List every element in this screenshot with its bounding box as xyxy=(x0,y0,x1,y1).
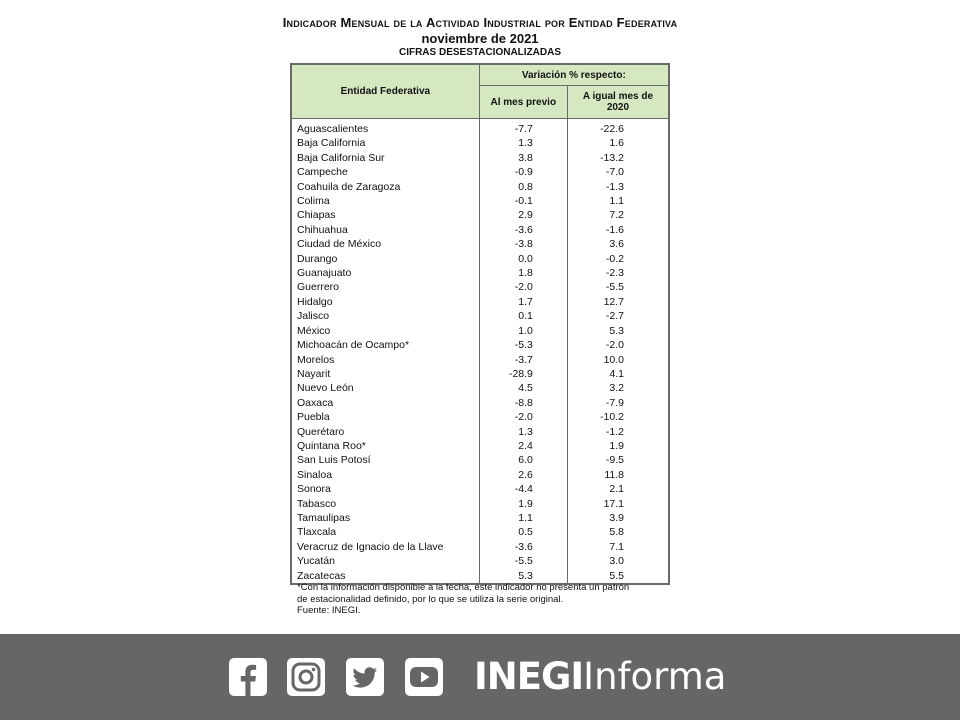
row-prev-month-value: -3.8 xyxy=(479,237,567,251)
row-entity-name: Ciudad de México xyxy=(291,237,479,251)
row-same-month-2020-value: -1.2 xyxy=(605,425,624,438)
row-prev-month-value: 1.9 xyxy=(479,497,567,511)
row-entity-name: Colima xyxy=(291,194,479,208)
table-row xyxy=(291,381,669,395)
table-row xyxy=(291,165,669,179)
period-label: noviembre de 2021 xyxy=(421,31,539,46)
row-entity-name: México xyxy=(291,324,479,338)
table-row xyxy=(291,453,669,467)
table-row xyxy=(291,309,669,323)
row-prev-month-value: -2.0 xyxy=(479,410,567,424)
table-row xyxy=(291,208,669,222)
inegi-informa-logo xyxy=(474,652,726,702)
row-prev-month-value: 5.3 xyxy=(479,569,567,584)
table-row xyxy=(291,223,669,237)
row-prev-month-value: 2.4 xyxy=(479,439,567,453)
facebook-icon[interactable] xyxy=(228,657,268,697)
brand-inegi: INEGI xyxy=(474,655,584,698)
row-same-month-2020-value: 5.8 xyxy=(609,526,624,539)
table-row xyxy=(291,252,669,266)
row-entity-name: Hidalgo xyxy=(291,295,479,309)
table-row xyxy=(291,237,669,251)
row-entity-name: Puebla xyxy=(291,410,479,424)
table-row xyxy=(291,338,669,352)
row-entity-name: Baja California Sur xyxy=(291,151,479,165)
row-entity-name: Durango xyxy=(291,252,479,266)
row-same-month-2020-value: 3.6 xyxy=(609,238,624,251)
row-entity-name: Zacatecas xyxy=(291,569,479,584)
header-entity: Entidad Federativa xyxy=(291,64,479,119)
row-same-month-2020-value: 3.2 xyxy=(609,382,624,395)
table-row xyxy=(291,425,669,439)
footer-bar xyxy=(0,634,960,720)
row-prev-month-value: 0.0 xyxy=(479,252,567,266)
row-entity-name: Yucatán xyxy=(291,554,479,568)
row-prev-month-value: 1.8 xyxy=(479,266,567,280)
row-same-month-2020-value: 7.2 xyxy=(609,209,624,222)
table-row xyxy=(291,554,669,568)
header-variation: Variación % respecto: xyxy=(479,64,669,86)
table-row xyxy=(291,324,669,338)
row-prev-month-value: -0.1 xyxy=(479,194,567,208)
row-same-month-2020-value: -1.6 xyxy=(605,223,624,236)
row-prev-month-value: 0.1 xyxy=(479,309,567,323)
row-entity-name: Querétaro xyxy=(291,425,479,439)
table-row xyxy=(291,511,669,525)
row-entity-name: Oaxaca xyxy=(291,396,479,410)
row-same-month-2020-value: -0.2 xyxy=(605,252,624,265)
table-row xyxy=(291,497,669,511)
row-prev-month-value: -5.3 xyxy=(479,338,567,352)
row-prev-month-value: 2.9 xyxy=(479,208,567,222)
row-entity-name: Coahuila de Zaragoza xyxy=(291,180,479,194)
table-row xyxy=(291,525,669,539)
row-prev-month-value: -28.9 xyxy=(479,367,567,381)
row-prev-month-value: 1.1 xyxy=(479,511,567,525)
row-entity-name: Veracruz de Ignacio de la Llave xyxy=(291,540,479,554)
row-same-month-2020-value: 3.0 xyxy=(609,555,624,568)
row-prev-month-value: 1.3 xyxy=(479,136,567,150)
table-row xyxy=(291,136,669,150)
row-same-month-2020-value: 1.9 xyxy=(609,439,624,452)
table-row xyxy=(291,180,669,194)
row-entity-name: Sinaloa xyxy=(291,468,479,482)
footnote-line-2: de estacionalidad definido, por lo que se utiliza la serie original. xyxy=(297,593,564,605)
row-same-month-2020-value: -22.6 xyxy=(600,123,624,135)
table-row xyxy=(291,468,669,482)
table-row xyxy=(291,482,669,496)
table-row xyxy=(291,119,669,137)
table-row xyxy=(291,151,669,165)
youtube-icon[interactable] xyxy=(404,657,444,697)
row-entity-name: San Luis Potosí xyxy=(291,453,479,467)
footnotes xyxy=(297,582,677,617)
row-entity-name: Tamaulipas xyxy=(291,511,479,525)
row-same-month-2020-value: -7.9 xyxy=(605,396,624,409)
row-prev-month-value: 0.8 xyxy=(479,180,567,194)
table-row xyxy=(291,367,669,381)
row-prev-month-value: 1.3 xyxy=(479,425,567,439)
row-prev-month-value: -3.7 xyxy=(479,353,567,367)
footnote-line-1: *Con la información disponible a la fecha, este indicador no presenta un patrón xyxy=(297,582,630,593)
row-same-month-2020-value: 10.0 xyxy=(603,353,624,366)
row-same-month-2020-value: 4.1 xyxy=(609,367,624,380)
brand-informa: Informa xyxy=(583,655,727,698)
row-same-month-2020-value: -10.2 xyxy=(600,411,624,424)
subtitle: CIFRAS DESESTACIONALIZADAS xyxy=(398,47,562,58)
row-same-month-2020-value: 5.3 xyxy=(609,324,624,337)
header-same-month-2020 xyxy=(567,86,669,119)
row-entity-name: Campeche xyxy=(291,165,479,179)
twitter-icon[interactable] xyxy=(345,657,385,697)
row-prev-month-value: -5.5 xyxy=(479,554,567,568)
row-same-month-2020-value: -2.3 xyxy=(605,267,624,280)
table-row xyxy=(291,540,669,554)
row-prev-month-value: 3.8 xyxy=(479,151,567,165)
data-table-container xyxy=(290,63,670,585)
table-row xyxy=(291,410,669,424)
row-same-month-2020-value: 1.1 xyxy=(609,195,624,208)
table-row xyxy=(291,353,669,367)
row-entity-name: Michoacán de Ocampo* xyxy=(291,338,479,352)
table-row xyxy=(291,194,669,208)
row-prev-month-value: 1.7 xyxy=(479,295,567,309)
row-same-month-2020-value: -13.2 xyxy=(600,151,624,164)
row-prev-month-value: -2.0 xyxy=(479,280,567,294)
title-block xyxy=(0,14,960,60)
source-note: Fuente: INEGI. xyxy=(297,605,361,616)
row-entity-name: Sonora xyxy=(291,482,479,496)
row-same-month-2020-value: 17.1 xyxy=(603,497,624,510)
row-prev-month-value: -3.6 xyxy=(479,223,567,237)
row-entity-name: Chiapas xyxy=(291,208,479,222)
instagram-icon[interactable] xyxy=(286,657,326,697)
table-header xyxy=(291,64,669,119)
row-entity-name: Guanajuato xyxy=(291,266,479,280)
page-title: Indicador Mensual de la Actividad Industrial por Entidad Federativa xyxy=(282,15,678,30)
row-same-month-2020-value: 2.1 xyxy=(609,483,624,496)
row-same-month-2020-value: 1.6 xyxy=(609,137,624,150)
row-entity-name: Nayarit xyxy=(291,367,479,381)
row-entity-name: Chihuahua xyxy=(291,223,479,237)
row-entity-name: Quintana Roo* xyxy=(291,439,479,453)
row-prev-month-value: -0.9 xyxy=(479,165,567,179)
row-entity-name: Jalisco xyxy=(291,309,479,323)
row-same-month-2020-value: -5.5 xyxy=(605,281,624,294)
header-same-month-2020-label: A igual mes de 2020 xyxy=(582,91,654,113)
row-prev-month-value: 2.6 xyxy=(479,468,567,482)
row-entity-name: Tlaxcala xyxy=(291,525,479,539)
table-row xyxy=(291,295,669,309)
row-entity-name: Nuevo León xyxy=(291,381,479,395)
row-same-month-2020-value: 7.1 xyxy=(609,540,624,553)
table-row xyxy=(291,439,669,453)
row-prev-month-value: -4.4 xyxy=(479,482,567,496)
row-same-month-2020-value: -1.3 xyxy=(605,180,624,193)
row-prev-month-value: 1.0 xyxy=(479,324,567,338)
row-prev-month-value: 0.5 xyxy=(479,525,567,539)
table-row xyxy=(291,266,669,280)
row-same-month-2020-value: -2.7 xyxy=(605,310,624,323)
row-same-month-2020-value: -7.0 xyxy=(605,166,624,179)
row-entity-name: Tabasco xyxy=(291,497,479,511)
table-body xyxy=(291,119,669,585)
row-prev-month-value: 4.5 xyxy=(479,381,567,395)
table-row xyxy=(291,280,669,294)
header-prev-month: Al mes previo xyxy=(479,86,567,119)
row-prev-month-value: 6.0 xyxy=(479,453,567,467)
row-same-month-2020-value: -2.0 xyxy=(605,339,624,352)
row-prev-month-value: -3.6 xyxy=(479,540,567,554)
row-prev-month-value: -8.8 xyxy=(479,396,567,410)
row-prev-month-value: -7.7 xyxy=(479,119,567,137)
data-table xyxy=(290,63,670,585)
row-same-month-2020-value: 11.8 xyxy=(604,468,624,481)
row-entity-name: Guerrero xyxy=(291,280,479,294)
row-same-month-2020-value: -9.5 xyxy=(605,454,624,467)
row-same-month-2020-value: 3.9 xyxy=(609,511,624,524)
row-same-month-2020-value: 5.5 xyxy=(609,569,624,582)
row-entity-name: Morelos xyxy=(291,353,479,367)
row-entity-name: Aguascalientes xyxy=(291,119,479,137)
row-entity-name: Baja California xyxy=(291,136,479,150)
table-row xyxy=(291,396,669,410)
row-same-month-2020-value: 12.7 xyxy=(603,295,624,308)
